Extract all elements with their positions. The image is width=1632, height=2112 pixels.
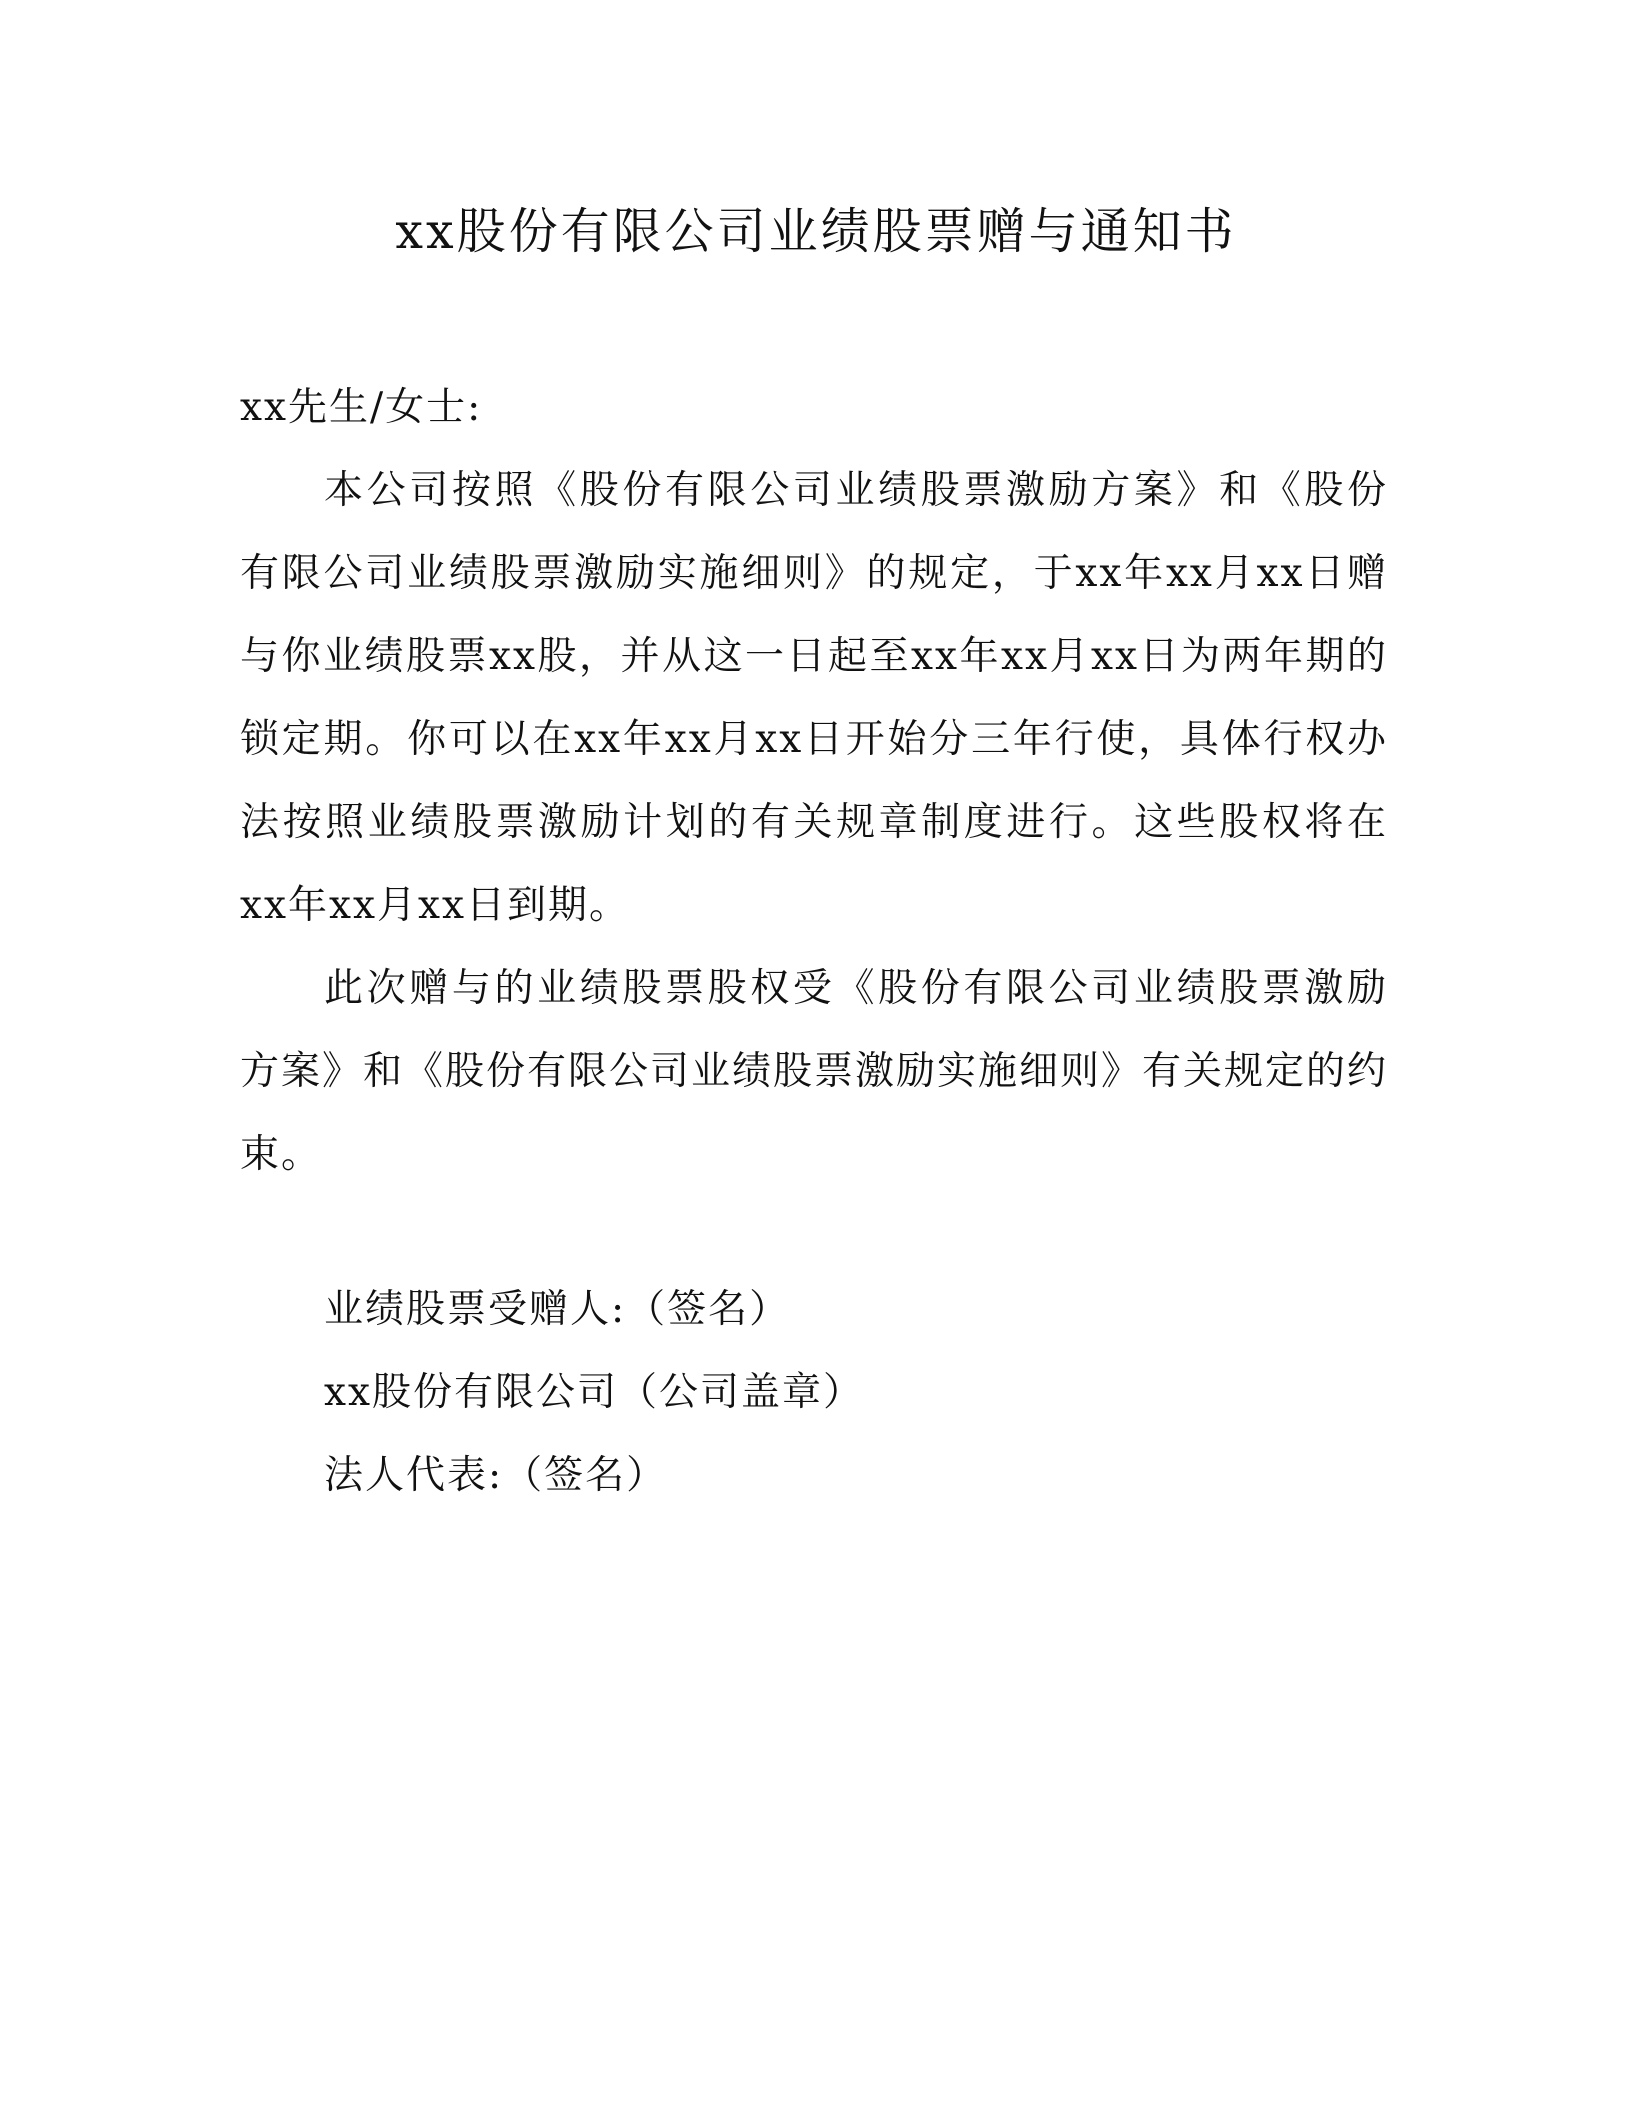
- document-title: xx股份有限公司业绩股票赠与通知书: [395, 203, 1237, 260]
- letter-body: [240, 366, 1388, 1196]
- salutation: xx先生/女士:: [240, 385, 483, 430]
- paragraph-grant-details: 本公司按照《股份有限公司业绩股票激励方案》和《股份有限公司业绩股票激励实施细则》的规定，于xx年xx月xx日赠与你业绩股票xx股，并从这一日起至xx年xx月xx日为两年期的锁定期。你可以在xx年xx月xx日开始分三年行使，具体行权办法按照业绩股票激励计划的有关规章制度进行。这些股权将在xx年xx月xx日到期。: [240, 468, 1388, 928]
- signature-block: [324, 1268, 864, 1517]
- recipient-signature-line: 业绩股票受赠人:（签名）: [324, 1287, 791, 1332]
- company-seal-line: xx股份有限公司（公司盖章）: [324, 1370, 864, 1415]
- paragraph-restrictions: 此次赠与的业绩股票股权受《股份有限公司业绩股票激励方案》和《股份有限公司业绩股票激励实施细则》有关规定的约束。: [240, 966, 1389, 1177]
- legal-rep-signature-line: 法人代表:（签名）: [324, 1453, 668, 1498]
